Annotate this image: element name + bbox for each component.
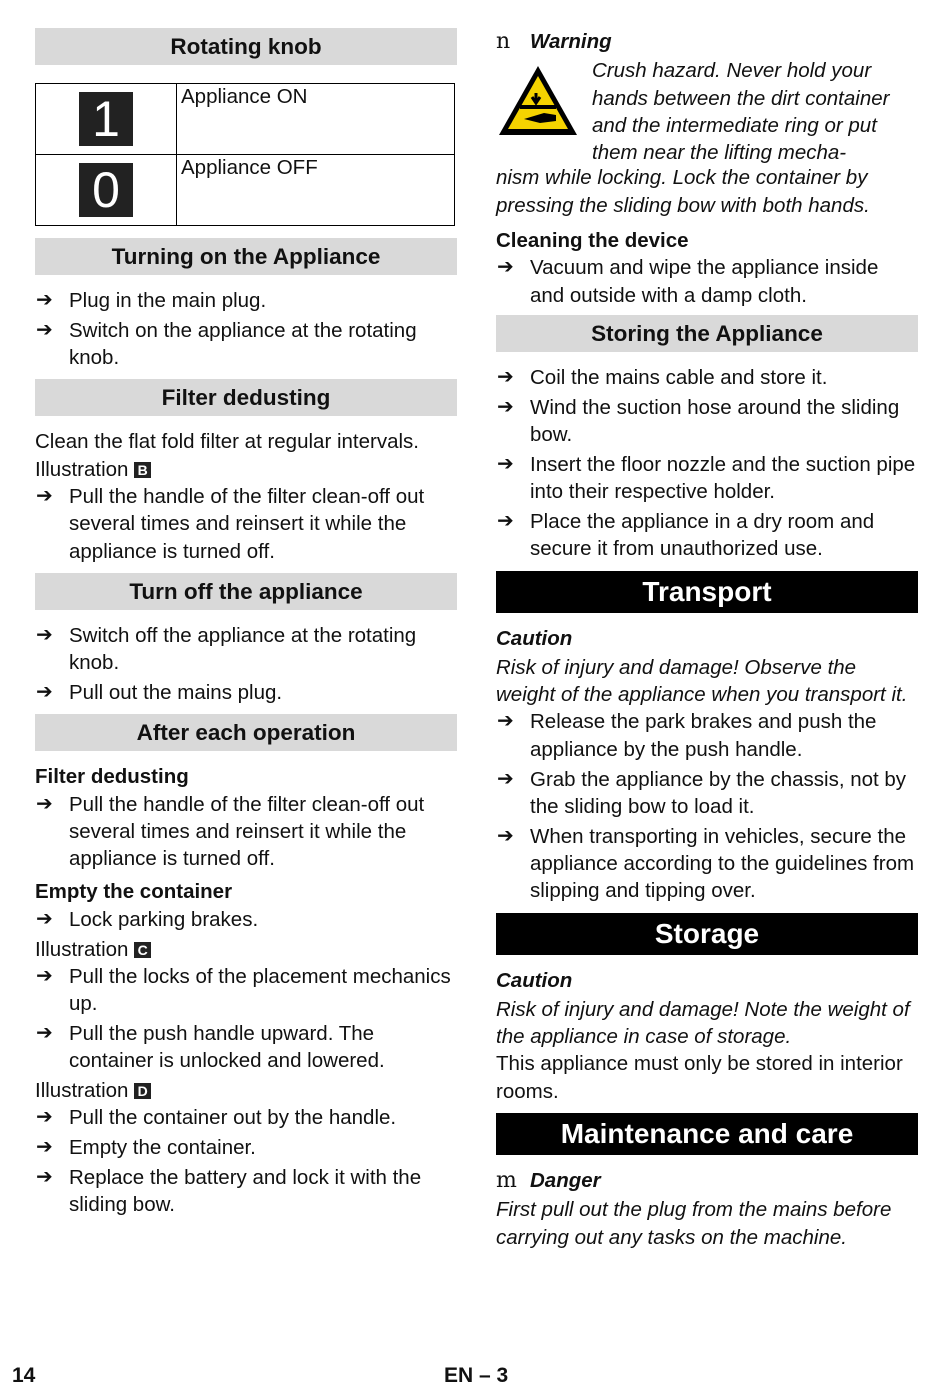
arrow-icon: ➔ [36, 680, 53, 703]
knob-label-off: Appliance OFF [177, 155, 455, 226]
arrow-icon: ➔ [497, 365, 514, 388]
table-row [36, 155, 455, 226]
warning-block [496, 57, 918, 166]
illustration-d-badge: D [134, 1083, 151, 1099]
danger-text: First pull out the plug from the mains before carrying out any tasks on the machine. [496, 1198, 892, 1249]
warning-symbol: n [496, 29, 511, 54]
list-item: ➔ Empty the container. [35, 1134, 457, 1161]
list-item: ➔ Pull the push handle upward. The container is unlocked and lowered. [36, 1021, 385, 1073]
illustration-b-badge: B [134, 462, 151, 478]
list-item: ➔ Plug in the main plug. [35, 287, 457, 314]
arrow-icon: ➔ [36, 964, 53, 987]
arrow-icon: ➔ [36, 1136, 53, 1159]
arrow-icon: ➔ [36, 484, 53, 507]
maintenance-heading: Maintenance and care [496, 1113, 918, 1155]
list-item: ➔ Release the park brakes and push the appliance by the push handle. [497, 710, 877, 761]
arrow-icon: ➔ [497, 710, 514, 733]
list-item: ➔ Replace the battery and lock it with the sliding bow. [36, 1165, 422, 1217]
list-item: ➔ Lock parking brakes. [35, 906, 457, 933]
storage-caution-text: Risk of injury and damage! Note the weight of the appliance in case of storage. [496, 997, 910, 1049]
crush-hazard-icon [496, 57, 592, 165]
transport-list [496, 708, 918, 904]
arrow-icon: ➔ [36, 289, 53, 311]
arrow-icon: ➔ [36, 907, 53, 930]
empty-container-list-a [35, 906, 457, 933]
switch-on-icon: 1 [79, 92, 133, 146]
list-item: ➔ Grab the appliance by the chassis, not by the sliding bow to load it. [497, 767, 907, 818]
list-item: ➔ Pull the container out by the handle. [35, 1104, 457, 1131]
arrow-icon: ➔ [36, 318, 53, 341]
storage-caution-title: Caution [496, 968, 573, 992]
storing-heading: Storing the Appliance [496, 315, 918, 352]
danger-title: Danger [530, 1169, 601, 1192]
table-row [36, 84, 455, 155]
list-item: ➔ Pull the handle of the filter clean-off out several times and reinsert it while the appliance is turned off. [36, 484, 425, 563]
list-item: ➔ Vacuum and wipe the appliance inside and outside with a damp cloth. [497, 256, 879, 307]
arrow-icon: ➔ [36, 623, 53, 646]
turn-off-list [35, 622, 457, 706]
warning-text-b: nism while locking. Lock the container by pressing the sliding bow with both hands. [496, 166, 870, 217]
illustration-ref: Illustration C [35, 936, 457, 963]
left-column [35, 28, 457, 1221]
arrow-icon: ➔ [497, 395, 514, 418]
arrow-icon: ➔ [36, 1106, 53, 1129]
transport-heading: Transport [496, 571, 918, 613]
illustration-ref: Illustration D [35, 1077, 457, 1104]
turn-off-heading: Turn off the appliance [35, 573, 457, 610]
after-filter-list [35, 791, 457, 873]
filter-dedusting-subheading: Filter dedusting [35, 765, 189, 789]
danger-title-line [496, 1167, 918, 1194]
knob-table [35, 83, 455, 226]
after-each-operation-heading: After each operation [35, 714, 457, 751]
right-column [496, 28, 918, 1251]
danger-symbol: m [496, 1168, 517, 1193]
knob-label-on: Appliance ON [177, 84, 455, 155]
transport-caution-title: Caution [496, 626, 573, 650]
list-item: ➔ Pull the handle of the filter clean-off out several times and reinsert it while the appliance is turned off. [36, 792, 425, 871]
warning-title-line [496, 28, 918, 55]
list-item: ➔ Switch on the appliance at the rotating knob. [36, 318, 417, 370]
empty-container-subheading: Empty the container [35, 880, 233, 904]
cleaning-list [496, 254, 918, 309]
page-number: 14 [12, 1364, 36, 1387]
switch-off-icon: 0 [79, 163, 133, 217]
list-item: ➔ Place the appliance in a dry room and secure it from unauthorized use. [497, 509, 875, 561]
illustration-ref: Illustration B [35, 456, 457, 483]
list-item: ➔ When transporting in vehicles, secure the appliance according to the guidelines from slipping and tipping over. [497, 824, 915, 903]
list-item: ➔ Pull the locks of the placement mechanics up. [36, 964, 451, 1016]
list-item: ➔ Switch off the appliance at the rotating knob. [36, 623, 417, 675]
list-item: ➔ Wind the suction hose around the sliding bow. [497, 395, 900, 447]
arrow-icon: ➔ [36, 1021, 53, 1044]
arrow-icon: ➔ [497, 824, 514, 847]
turning-on-list [35, 287, 457, 371]
arrow-icon: ➔ [497, 452, 514, 475]
list-item: ➔ Coil the mains cable and store it. [496, 364, 918, 391]
arrow-icon: ➔ [497, 256, 514, 279]
list-item: ➔ Insert the floor nozzle and the suction pipe into their respective holder. [497, 452, 916, 504]
storage-heading: Storage [496, 913, 918, 955]
turning-on-heading: Turning on the Appliance [35, 238, 457, 275]
arrow-icon: ➔ [36, 792, 53, 815]
transport-caution-text: Risk of injury and damage! Observe the weight of the appliance when you transport it. [496, 655, 908, 707]
arrow-icon: ➔ [36, 1165, 53, 1188]
rotating-knob-heading: Rotating knob [35, 28, 457, 65]
illustration-c-badge: C [134, 942, 151, 958]
filter-intro: Clean the flat fold filter at regular intervals. [35, 430, 419, 454]
storing-list [496, 364, 918, 563]
warning-title: Warning [530, 30, 612, 53]
empty-container-list-b [35, 963, 457, 1075]
filter-dedusting-heading: Filter dedusting [35, 379, 457, 416]
list-item: ➔ Pull out the mains plug. [35, 679, 457, 706]
cleaning-heading: Cleaning the device [496, 229, 689, 253]
arrow-icon: ➔ [497, 509, 514, 532]
arrow-icon: ➔ [497, 767, 514, 790]
page-code: EN – 3 [444, 1364, 509, 1387]
warning-text-a: Crush hazard. Never hold your hands between the dirt container and the intermediate ring or put them near the lifting mecha- [592, 59, 890, 165]
filter-dedusting-list [35, 483, 457, 565]
storage-text: This appliance must only be stored in interior rooms. [496, 1052, 903, 1103]
empty-container-list-c [35, 1104, 457, 1218]
